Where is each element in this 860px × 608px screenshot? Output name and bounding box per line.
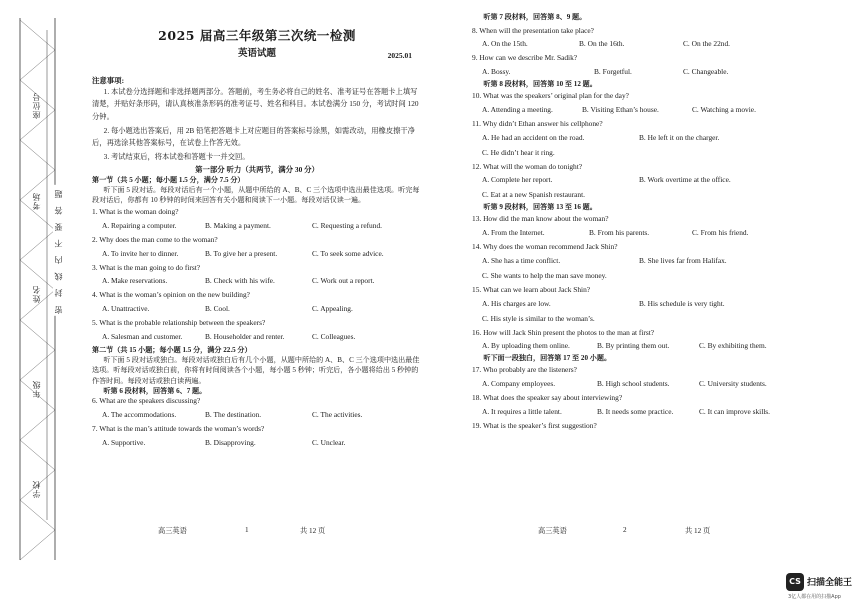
option-b: B. She lives far from Halifax. xyxy=(639,255,727,265)
option-a: A. His charges are low. xyxy=(482,298,551,308)
option-c: C. Requesting a refund. xyxy=(312,220,382,230)
option-b: B. To give her a present. xyxy=(205,248,278,258)
option-a: A. Supportive. xyxy=(102,437,146,447)
option-a: A. From the Internet. xyxy=(482,227,545,237)
section-title: 第一节（共 5 小题；每小题 1.5 分，满分 7.5 分） xyxy=(92,176,245,185)
option-a: A. The accommodations. xyxy=(102,409,177,419)
option-a: A. She has a time conflict. xyxy=(482,255,561,265)
option-c: C. Watching a movie. xyxy=(692,104,756,114)
camscanner-logo-icon: CS xyxy=(786,573,804,591)
option-a: A. Complete her report. xyxy=(482,175,553,185)
question-stem: 19. What is the speaker’s first suggestion? xyxy=(472,420,597,430)
option-a: A. Company employees. xyxy=(482,378,556,388)
exam-subtitle: 英语试题 xyxy=(237,49,276,59)
option-b: B. High school students. xyxy=(597,378,670,388)
option-a: A. It requires a little talent. xyxy=(482,406,562,416)
option-c: C. He didn’t hear it ring. xyxy=(482,147,555,157)
option-a: A. To invite her to dinner. xyxy=(102,248,179,258)
question-stem: 2. Why does the man come to the woman? xyxy=(92,234,218,244)
grade-label: 年级 xyxy=(32,380,41,398)
question-stem: 15. What can we learn about Jack Shin? xyxy=(472,284,591,294)
option-c: C. University students. xyxy=(699,378,767,388)
option-a: A. Make reservations. xyxy=(102,276,168,286)
question-stem: 13. How did the man know about the woman? xyxy=(472,213,609,223)
footer-page-number: 2 xyxy=(623,526,627,534)
seal-line-text: 密 封 线 内 不 要 答 题 xyxy=(54,187,63,314)
question-stem: 5. What is the probable relationship between the speakers? xyxy=(92,318,266,328)
option-a: A. He had an accident on the road. xyxy=(482,132,585,142)
material-cue: 听下面一段独白，回答第 17 至 20 小题。 xyxy=(483,354,612,363)
option-c: C. To seek some advice. xyxy=(312,248,384,258)
exam-title: 2025 届高三年级第三次统一检测 xyxy=(158,28,356,43)
option-b: B. Cool. xyxy=(205,304,230,314)
option-c: C. It can improve skills. xyxy=(699,406,771,416)
footer-total-pages: 共 12 页 xyxy=(685,527,711,535)
option-c: C. His style is similar to the woman’s. xyxy=(482,313,595,323)
notice-block xyxy=(92,86,422,163)
question-stem: 3. What is the man going to do first? xyxy=(92,262,201,272)
option-c: C. Unclear. xyxy=(312,437,346,447)
option-a: A. On the 15th. xyxy=(482,39,528,49)
school-label: 学校 xyxy=(32,480,41,498)
left-column xyxy=(92,22,422,451)
notice-title: 注意事项: xyxy=(92,76,125,85)
option-a: A. By uploading them online. xyxy=(482,341,570,351)
name-label: 姓名 xyxy=(32,285,41,303)
option-b: B. Forgetful. xyxy=(594,67,632,77)
option-b: B. Visiting Ethan’s house. xyxy=(582,104,659,114)
option-b: B. By printing them out. xyxy=(597,341,670,351)
scanner-watermark xyxy=(786,572,860,602)
option-c: C. On the 22nd. xyxy=(683,39,731,49)
option-b: B. Check with his wife. xyxy=(205,276,275,286)
question-stem: 11. Why didn’t Ethan answer his cellphone? xyxy=(472,118,603,128)
notice-item: 2. 每小题选出答案后，用 2B 铅笔把答题卡上对应题目的答案标号涂黑，如需改动，用橡皮擦干净后，再选涂其他答案标号，在试卷上作答无效。 xyxy=(92,125,416,148)
material-cue: 听第 9 段材料，回答第 13 至 16 题。 xyxy=(483,203,597,212)
option-c: C. The activities. xyxy=(312,409,363,419)
option-a: A. Bossy. xyxy=(482,67,511,77)
option-c: C. By exhibiting them. xyxy=(699,341,767,351)
option-c: C. Eat at a new Spanish restaurant. xyxy=(482,190,586,200)
question-stem: 8. When will the presentation take place? xyxy=(472,25,594,35)
question-stem: 6. What are the speakers discussing? xyxy=(92,396,201,406)
right-column xyxy=(472,8,802,431)
option-b: B. He left it on the charger. xyxy=(639,132,720,142)
material-cue: 听第 6 段材料，回答第 6、7 题。 xyxy=(103,386,207,395)
option-b: B. From his parents. xyxy=(589,227,650,237)
option-c: C. Appealing. xyxy=(312,304,353,314)
question-stem: 9. How can we describe Mr. Sadik? xyxy=(472,53,578,63)
option-b: B. Work overtime at the office. xyxy=(639,175,731,185)
option-a: A. Repairing a computer. xyxy=(102,220,177,230)
option-a: A. Unattractive. xyxy=(102,304,150,314)
exam-room-label: 考场 xyxy=(32,192,41,210)
part-title: 第一部分 听力（共两节，满分 30 分） xyxy=(195,165,319,175)
option-b: B. Making a payment. xyxy=(205,220,271,230)
footer-subject: 高三英语 xyxy=(538,527,567,535)
question-stem: 12. What will the woman do tonight? xyxy=(472,161,583,171)
section-directions: 听下面 5 段对话。每段对话后有一个小题，从题中所给的 A、B、C 三个选项中选出最佳选项。听完每段对话后，你都有 10 秒钟的时间来回答有关小题和阅读下一小题。每段对话仅读一遍。 xyxy=(92,185,420,205)
exam-date: 2025.01 xyxy=(387,51,412,60)
footer-page-number: 1 xyxy=(245,526,249,534)
option-b: B. Householder and renter. xyxy=(205,332,285,342)
footer-subject: 高三英语 xyxy=(158,527,187,535)
watermark-name: 扫描全能王 xyxy=(807,578,853,588)
question-stem: 7. What is the man’s attitude towards the woman’s words? xyxy=(92,423,265,433)
question-stem: 4. What is the woman’s opinion on the new building? xyxy=(92,290,250,300)
section-title: 第二节（共 15 小题；每小题 1.5 分，满分 22.5 分） xyxy=(92,346,252,355)
question-stem: 14. Why does the woman recommend Jack Shin? xyxy=(472,241,618,251)
option-a: A. Attending a meeting. xyxy=(482,104,553,114)
question-stem: 17. Who probably are the listeners? xyxy=(472,364,577,374)
watermark-subtitle: 3亿人都在用的扫描App xyxy=(788,594,841,600)
option-b: B. Disapproving. xyxy=(205,437,256,447)
option-c: C. From his friend. xyxy=(692,227,749,237)
option-b: B. The destination. xyxy=(205,409,262,419)
seat-number-label: 座位号 xyxy=(32,92,41,119)
option-b: B. His schedule is very tight. xyxy=(639,298,725,308)
option-c: C. Work out a report. xyxy=(312,276,375,286)
notice-item: 1. 本试卷分选择题和非选择题两部分。答题前，考生务必将自己的姓名、准考证号在答题卡上填写清楚，并贴好条形码，请认真核准条形码的准考证号、姓名和科目。本试卷满分 150 分，考试时间 120 分钟。 xyxy=(92,86,419,121)
material-cue: 听第 7 段材料，回答第 8、9 题。 xyxy=(483,13,587,21)
option-b: B. It needs some practice. xyxy=(597,406,674,416)
material-cue: 听第 8 段材料，回答第 10 至 12 题。 xyxy=(483,80,597,89)
option-c: C. Colleagues. xyxy=(312,332,356,342)
option-c: C. Changeable. xyxy=(683,67,729,77)
section-directions: 听下面 5 段对话或独白。每段对话或独白后有几个小题，从题中所给的 A、B、C 三个选项中选出最佳选项。听每段对话或独白前，你将有时间阅读各个小题，每小题 5 秒钟；听完后，各小题将给出 5 秒钟的作答时间。每段对话或独白读两遍。 xyxy=(92,355,420,385)
question-stem: 18. What does the speaker say about interviewing? xyxy=(472,392,623,402)
question-stem: 16. How will Jack Shin present the photos to the man at first? xyxy=(472,327,655,337)
footer-total-pages: 共 12 页 xyxy=(300,527,326,535)
notice-item: 3. 考试结束后，将本试卷和答题卡一并交回。 xyxy=(103,151,250,161)
option-a: A. Salesman and customer. xyxy=(102,332,183,342)
binding-margin xyxy=(0,0,70,600)
option-b: B. On the 16th. xyxy=(579,39,625,49)
option-c: C. She wants to help the man save money. xyxy=(482,270,607,280)
question-stem: 1. What is the woman doing? xyxy=(92,206,179,216)
question-stem: 10. What was the speakers’ original plan for the day? xyxy=(472,90,629,100)
